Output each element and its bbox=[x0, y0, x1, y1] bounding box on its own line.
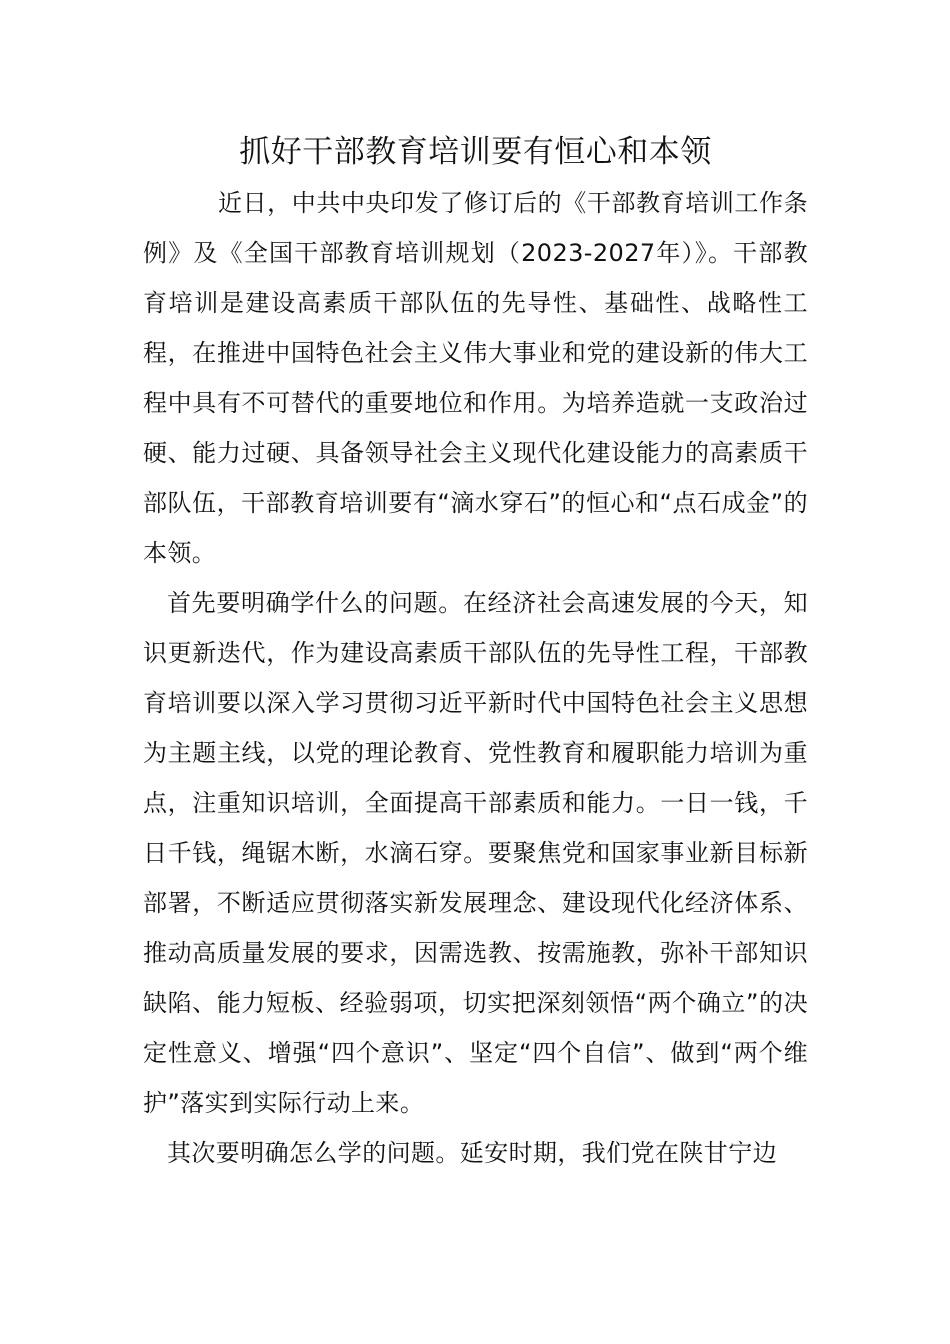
paragraph-how-to-learn: 其次要明确怎么学的问题。延安时期，我们党在陕甘宁边 bbox=[167, 1139, 777, 1167]
paragraph-intro: 近日，中共中央印发了修订后的《干部教育培训工作条例》及《全国干部教育培训规划（2023-2027年）》。干部教育培训是建设高素质干部队伍的先导性、基础性、战略性工程，在推进中国特色社会主义伟大事业和党的建设新的伟大工程中具有不可替代的重要地位和作用。为培养造就一支政治过硬、能力过硬、具备领导社会主义现代化建设能力的高素质干部队伍，干部教育培训要有“滴水穿石”的恒心和“点石成金”的本领。 bbox=[143, 189, 808, 567]
document-page bbox=[143, 130, 808, 1178]
document-title: 抓好干部教育培训要有恒心和本领 bbox=[239, 134, 712, 170]
paragraph-what-to-learn: 首先要明确学什么的问题。在经济社会高速发展的今天，知识更新迭代，作为建设高素质干部队伍的先导性工程，干部教育培训要以深入学习贯彻习近平新时代中国特色社会主义思想为主题主线，以党的理论教育、党性教育和履职能力培训为重点，注重知识培训，全面提高干部素质和能力。一日一钱，千日千钱，绳锯木断，水滴石穿。要聚焦党和国家事业新目标新部署，不断适应贯彻落实新发展理念、建设现代化经济体系、推动高质量发展的要求，因需选教、按需施教，弥补干部知识缺陷、能力短板、经验弱项，切实把深刻领悟“两个确立”的决定性意义、增强“四个意识”、坚定“四个自信”、做到“两个维护”落实到实际行动上来。 bbox=[143, 589, 808, 1117]
